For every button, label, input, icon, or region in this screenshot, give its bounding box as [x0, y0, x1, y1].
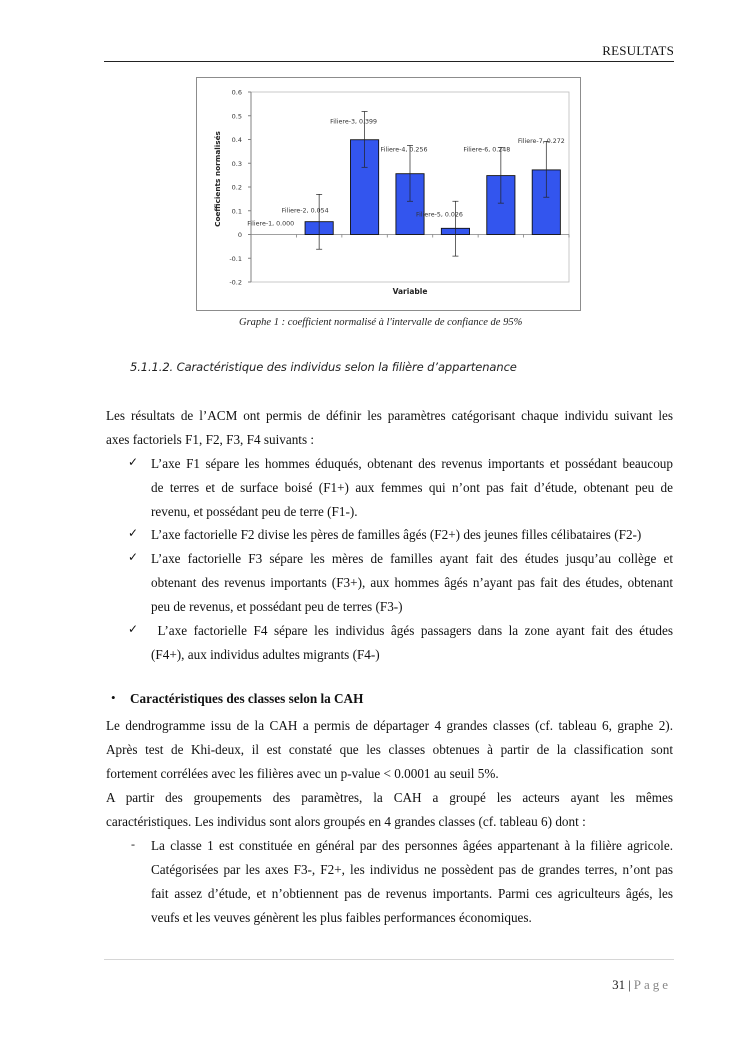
check-icon: ✓ — [128, 526, 139, 540]
cah-para1-line: Le dendrogramme issu de la CAH a permis de départager 4 grandes classes (cf. tableau 6, graphe 2). — [106, 718, 673, 733]
check-icon: ✓ — [128, 622, 139, 636]
cah-para2-line: caractéristiques. Les individus sont alors groupés en 4 grandes classes (cf. tableau 6) dont : — [106, 814, 586, 829]
footer-rule — [104, 959, 674, 960]
data-label: Filiere-6, 0.248 — [463, 146, 511, 154]
data-label: Filiere-1, 0.000 — [247, 220, 295, 228]
y-tick-label: -0.2 — [229, 278, 242, 287]
bar-chart — [197, 78, 580, 310]
list-line: peu de revenus, et possédant peu de terres (F3-) — [151, 599, 403, 614]
list-line: de terres et de surface boisé (F1+) aux femmes qui n’ont pas fait d’étude, obtenant peu de — [151, 480, 673, 495]
class1-line: La classe 1 est constituée en général par des personnes âgées appartenant à la filière agricole. — [151, 838, 673, 853]
cah-para1-line: Après test de Khi-deux, il est constaté que les classes obtenues à partir de la classification sont — [106, 742, 673, 757]
bullet-icon: • — [111, 690, 116, 705]
y-axis-title: Coefficients normalisés — [213, 131, 222, 227]
list-line: L’axe factorielle F3 sépare les mères de familles ayant fait des études jusqu’au collège et — [151, 551, 673, 566]
y-tick-label: 0.3 — [231, 159, 242, 168]
header-rule — [104, 61, 674, 62]
y-tick-label: 0.4 — [231, 136, 242, 144]
page-footer — [612, 977, 671, 993]
x-axis-title: Variable — [392, 287, 428, 296]
list-line: (F4+), aux individus adultes migrants (F4-) — [151, 647, 380, 662]
list-line: obtenant des revenus importants (F3+), aux hommes âgés n’ayant pas fait des études, obtenant — [151, 575, 673, 590]
y-tick-label: 0.2 — [231, 183, 242, 192]
intro-line-2: axes factoriels F1, F2, F3, F4 suivants : — [106, 432, 315, 447]
y-tick-label: 0.6 — [231, 88, 242, 97]
cah-heading: Caractéristiques des classes selon la CAH — [130, 691, 364, 706]
check-icon: ✓ — [128, 455, 139, 469]
data-label: Filiere-2, 0.054 — [281, 207, 329, 215]
section-subheading: 5.1.1.2. Caractéristique des individus selon la filière d’appartenance — [130, 360, 517, 374]
cah-para2-line: A partir des groupements des paramètres, la CAH a groupé les acteurs ayant les mêmes — [106, 790, 673, 805]
data-label: Filiere-5, 0.026 — [415, 211, 463, 219]
dash-marker: - — [131, 837, 135, 851]
data-label: Filiere-4, 0.256 — [380, 146, 428, 154]
y-tick-label: -0.1 — [229, 254, 242, 263]
figure-caption: Graphe 1 : coefficient normalisé à l'intervalle de confiance de 95% — [239, 317, 523, 328]
y-tick-label: 0.1 — [231, 207, 242, 216]
chart-frame — [196, 77, 581, 311]
y-tick-label: 0 — [237, 231, 242, 239]
intro-line-1: Les résultats de l’ACM ont permis de définir les paramètres catégorisant chaque individu suivant les — [106, 408, 673, 423]
class1-line: Catégorisées par les axes F3-, F2+, les individus ne possèdent pas de grandes terres, n’ont pas — [151, 862, 673, 877]
footer-separator: | — [628, 977, 631, 992]
check-icon: ✓ — [128, 550, 139, 564]
data-label: Filiere-7, 0.272 — [517, 137, 565, 145]
header-title: RESULTATS — [602, 43, 674, 58]
y-tick-label: 0.5 — [231, 112, 242, 121]
list-line: L’axe factorielle F4 sépare les individus âgés passagers dans la zone ayant fait des études — [151, 623, 673, 638]
list-line: L’axe F1 sépare les hommes éduqués, obtenant des revenus importants et possédant beaucoup — [151, 456, 673, 471]
page-label: Page — [633, 977, 671, 992]
page-number: 31 — [612, 977, 626, 992]
cah-para1-line: fortement corrélées avec les filières avec un p-value < 0.0001 au seuil 5%. — [106, 766, 499, 781]
list-line: L’axe factorielle F2 divise les pères de familles âgés (F2+) des jeunes filles célibataires (F2-) — [151, 527, 642, 542]
list-line: revenu, et possédant peu de terre (F1-). — [151, 504, 358, 519]
class1-line: veufs et les veuves génèrent les plus faibles performances économiques. — [151, 910, 532, 925]
class1-line: fait assez d’étude, et n’obtiennent pas de revenus importants. Parmi ces agriculteurs âgés, les — [151, 886, 673, 901]
data-label: Filiere-3, 0.399 — [330, 118, 378, 126]
